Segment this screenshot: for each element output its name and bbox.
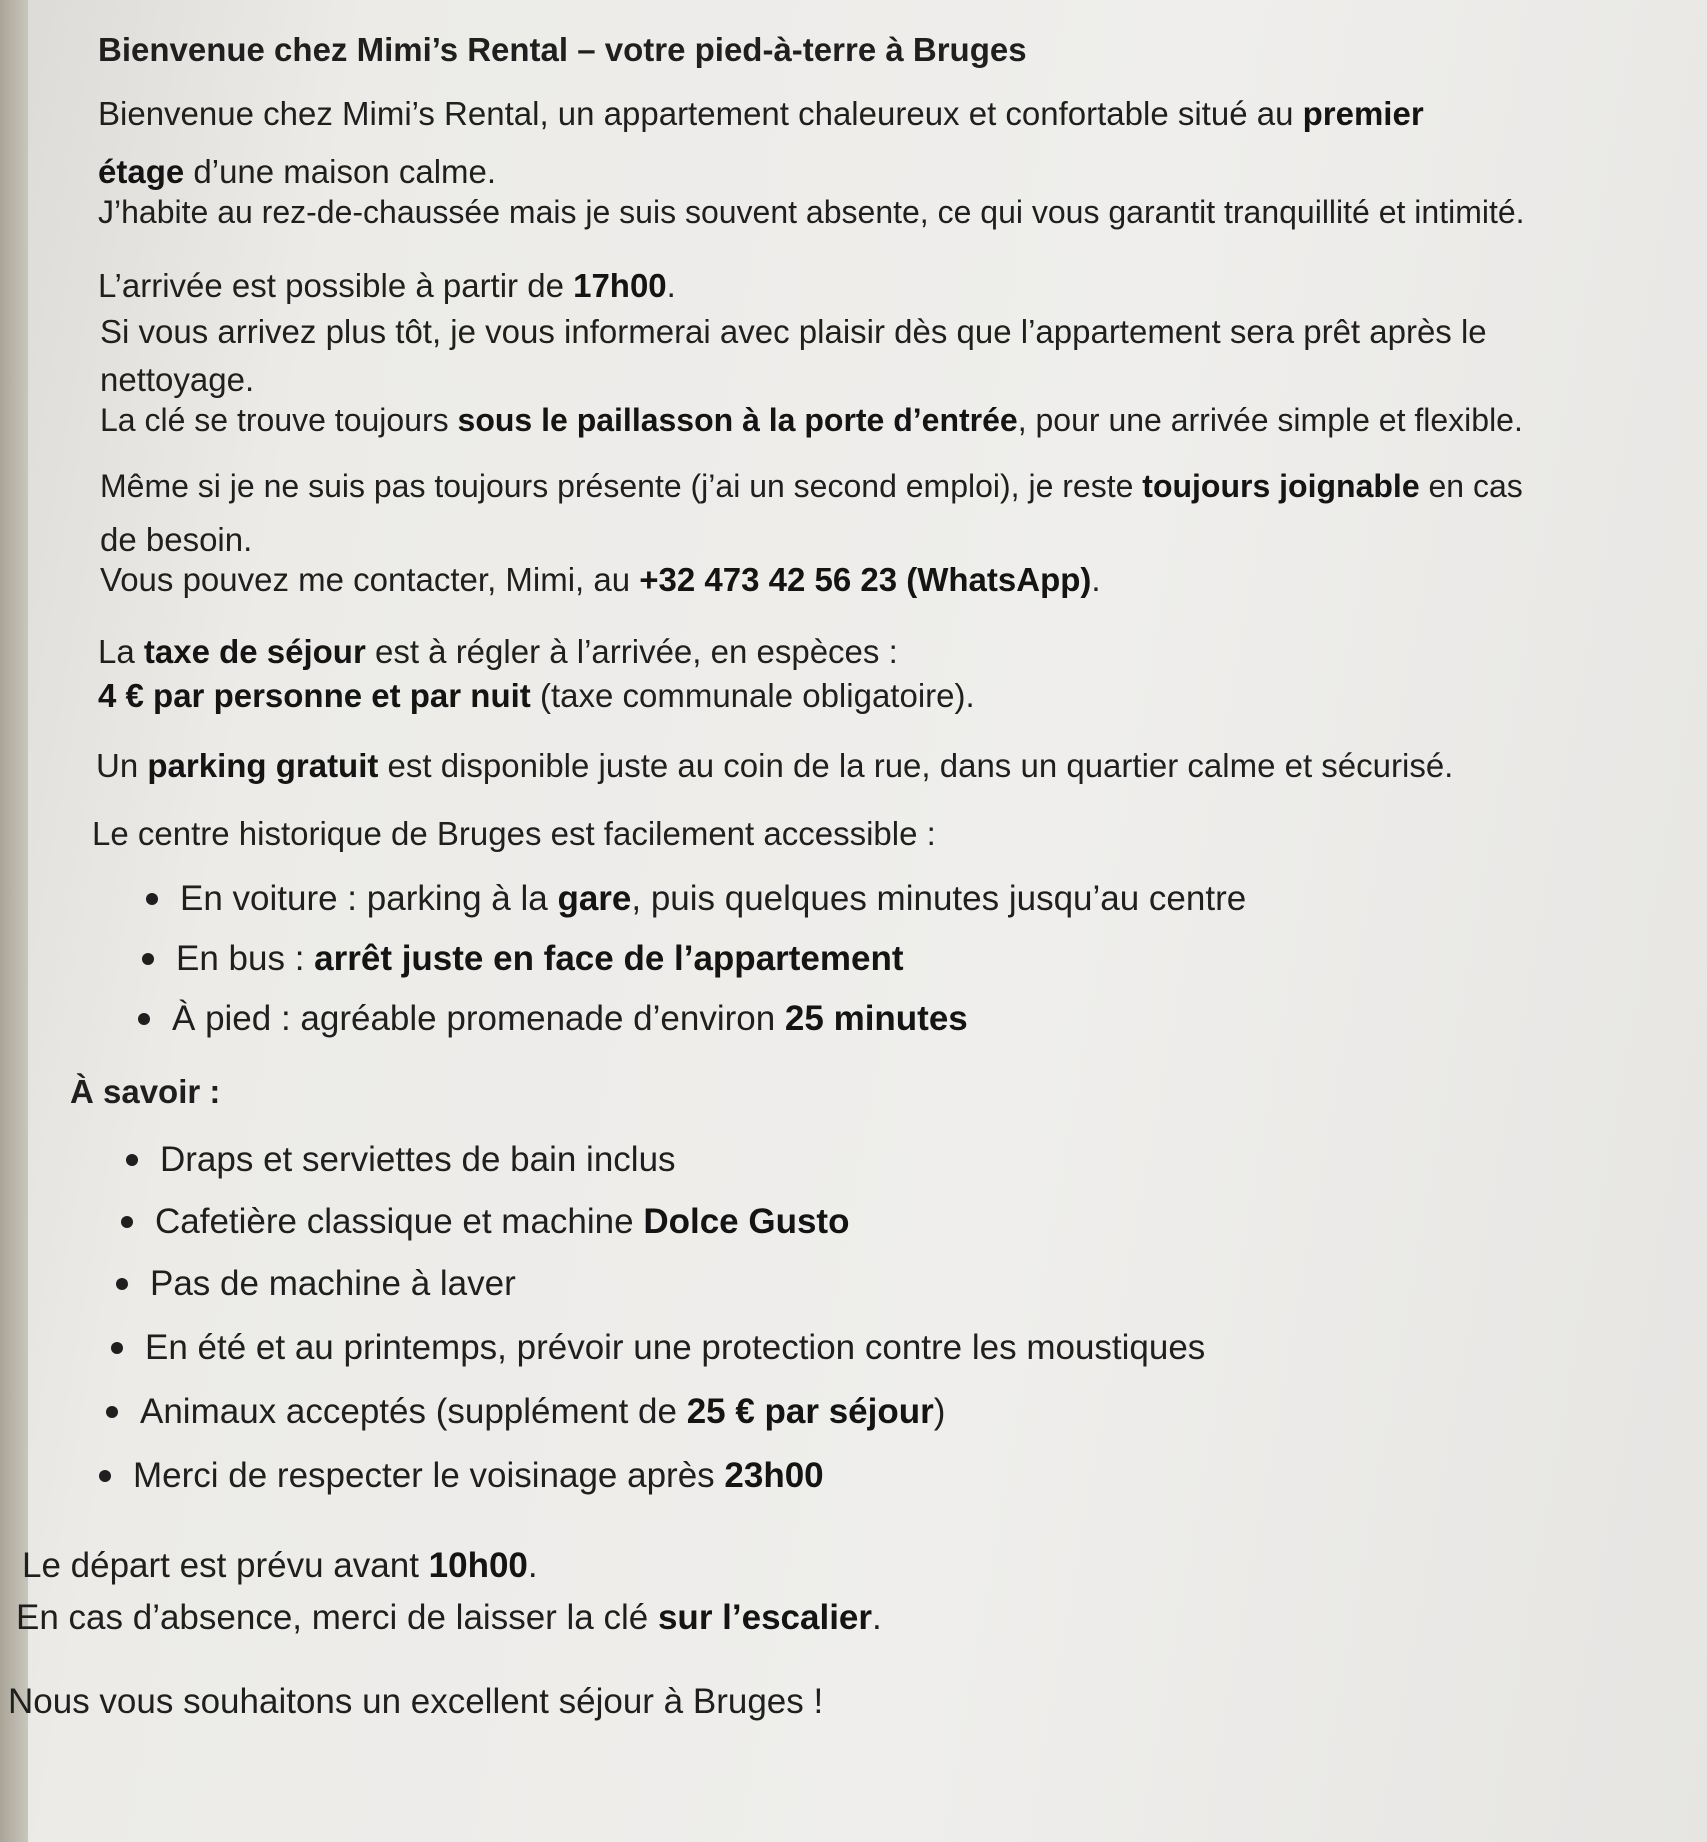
know-heading: À savoir : <box>70 1073 221 1110</box>
departure-line-2: En cas d’absence, merci de laisser la clé sur l’escalier. <box>16 1598 882 1637</box>
list-item: Cafetière classique et machine Dolce Gusto <box>155 1200 1205 1244</box>
arrival-line-4: La clé se trouve toujours sous le paillasson à la porte d’entrée, pour une arrivée simple et flexible. <box>100 402 1523 438</box>
contact-line-3: Vous pouvez me contacter, Mimi, au +32 473 42 56 23 (WhatsApp). <box>100 561 1101 598</box>
closing-line: Nous vous souhaitons un excellent séjour à Bruges ! <box>8 1682 824 1721</box>
intro-line-2: étage d’une maison calme. <box>98 153 497 190</box>
list-item: En bus : arrêt juste en face de l’appartement <box>176 937 1246 981</box>
list-item: En été et au printemps, prévoir une protection contre les moustiques <box>145 1326 1205 1370</box>
list-item: En voiture : parking à la gare, puis quelques minutes jusqu’au centre <box>180 877 1246 921</box>
center-intro: Le centre historique de Bruges est facilement accessible : <box>92 815 936 852</box>
list-item: Draps et serviettes de bain inclus <box>160 1138 1205 1182</box>
arrival-line-1: L’arrivée est possible à partir de 17h00. <box>98 267 676 304</box>
intro-line-3: J’habite au rez-de-chaussée mais je suis souvent absente, ce qui vous garantit tranquillité et intimité. <box>98 194 1525 230</box>
departure-line-1: Le départ est prévu avant 10h00. <box>22 1546 538 1585</box>
tax-line-1: La taxe de séjour est à régler à l’arrivée, en espèces : <box>98 633 898 670</box>
arrival-line-2: Si vous arrivez plus tôt, je vous informerai avec plaisir dès que l’appartement sera prêt après le <box>100 313 1487 350</box>
page-title: Bienvenue chez Mimi’s Rental – votre pied-à-terre à Bruges <box>98 31 1027 68</box>
intro-line-1: Bienvenue chez Mimi’s Rental, un appartement chaleureux et confortable situé au premier <box>98 95 1424 132</box>
list-item: Pas de machine à laver <box>150 1262 1205 1306</box>
contact-line-1: Même si je ne suis pas toujours présente (j’ai un second emploi), je reste toujours joignable en cas <box>100 468 1523 504</box>
tax-line-2: 4 € par personne et par nuit (taxe communale obligatoire). <box>98 677 975 714</box>
access-list <box>172 877 1247 1041</box>
parking-line: Un parking gratuit est disponible juste au coin de la rue, dans un quartier calme et sécurisé. <box>96 747 1454 784</box>
list-item: Merci de respecter le voisinage après 23h00 <box>133 1454 1205 1498</box>
list-item: À pied : agréable promenade d’environ 25 minutes <box>172 997 1246 1041</box>
know-list <box>133 1138 1206 1498</box>
list-item: Animaux acceptés (supplément de 25 € par séjour) <box>140 1390 1205 1434</box>
contact-line-2: de besoin. <box>100 521 253 558</box>
arrival-line-3: nettoyage. <box>100 361 255 398</box>
